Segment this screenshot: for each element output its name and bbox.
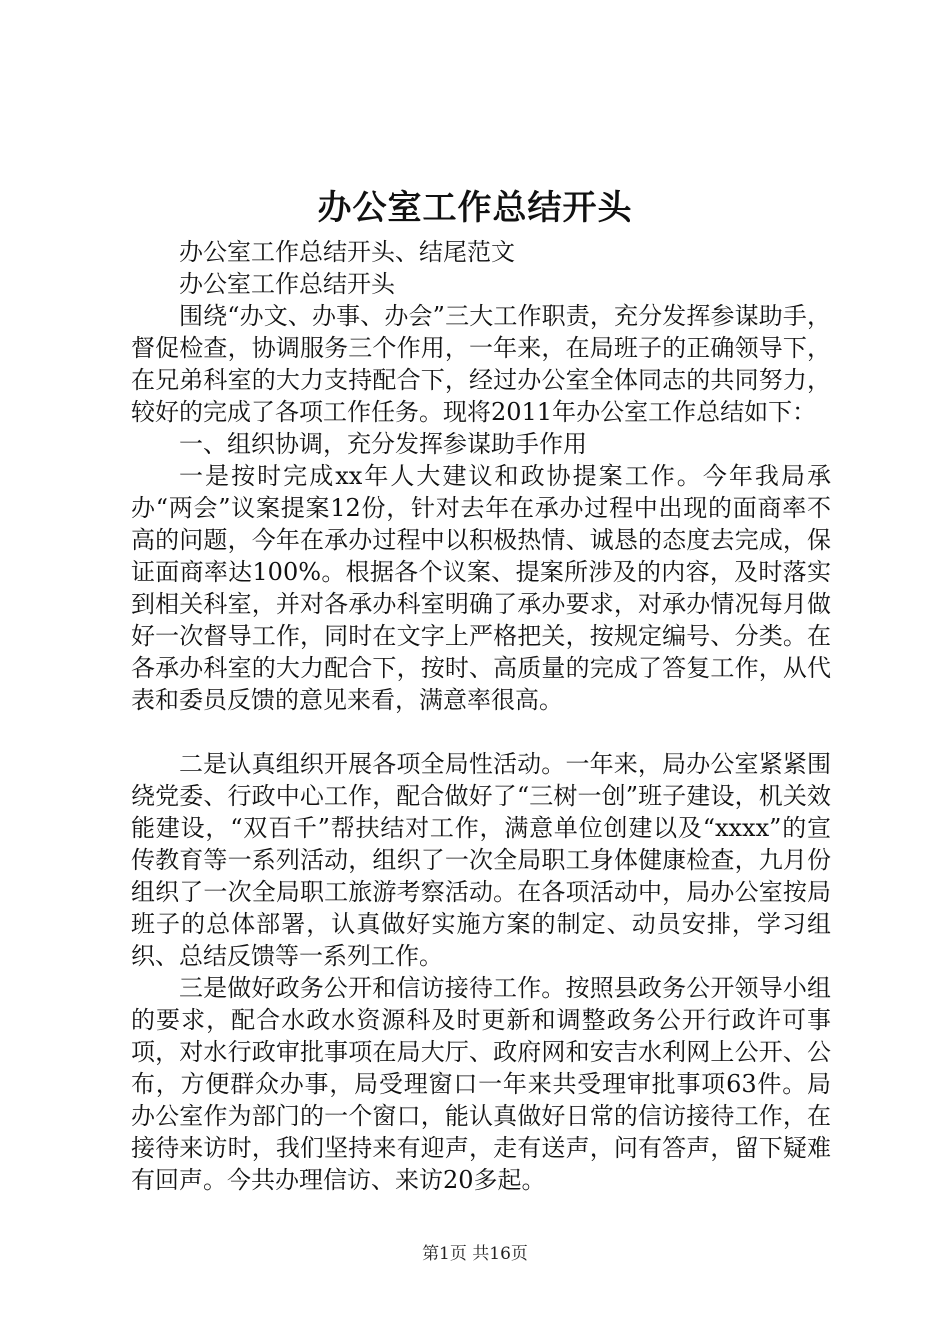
paragraph-item-2: 二是认真组织开展各项全局性活动。一年来，局办公室紧紧围绕党委、行政中心工作，配合做好了“三树一创”班子建设，机关效能建设，“双百千”帮扶结对工作，满意单位创建以及“xxxx”的宣传教育等一系列活动，组织了一次全局职工身体健康检查，九月份组织了一次全局职工旅游考察活动。在各项活动中，局办公室按局班子的总体部署，认真做好实施方案的制定、动员安排，学习组织、总结反馈等一系列工作。 (131, 750, 831, 970)
document-title: 办公室工作总结开头 (317, 188, 633, 228)
document-body (131, 236, 831, 1196)
page-number-footer: 第1页 共16页 (422, 1244, 528, 1264)
section-heading: 一、组织协调，充分发挥参谋助手作用 (179, 430, 587, 458)
paragraph-item-3: 三是做好政务公开和信访接待工作。按照县政务公开领导小组的要求，配合水政水资源科及时更新和调整政务公开行政许可事项，对水行政审批事项在局大厅、政府网和安吉水利网上公开、公布，方便群众办事，局受理窗口一年来共受理审批事项63件。局办公室作为部门的一个窗口，能认真做好日常的信访接待工作，在接待来访时，我们坚持来有迎声，走有送声，问有答声，留下疑难有回声。今共办理信访、来访20多起。 (131, 974, 831, 1194)
paragraph-heading: 办公室工作总结开头 (179, 270, 395, 298)
paragraph-item-1: 一是按时完成xx年人大建议和政协提案工作。今年我局承办“两会”议案提案12份，针对去年在承办过程中出现的面商率不高的问题，今年在承办过程中以积极热情、诚恳的态度去完成，保证面商率达100%。根据各个议案、提案所涉及的内容，及时落实到相关科室，并对各承办科室明确了承办要求，对承办情况每月做好一次督导工作，同时在文字上严格把关，按规定编号、分类。在各承办科室的大力配合下，按时、高质量的完成了答复工作，从代表和委员反馈的意见来看，满意率很高。 (131, 462, 831, 714)
paragraph-spacer (131, 716, 831, 748)
paragraph-intro: 围绕“办文、办事、办会”三大工作职责，充分发挥参谋助手，督促检查，协调服务三个作用，一年来，在局班子的正确领导下，在兄弟科室的大力支持配合下，经过办公室全体同志的共同努力，较好的完成了各项工作任务。现将2011年办公室工作总结如下： (131, 302, 831, 426)
paragraph-subtitle: 办公室工作总结开头、结尾范文 (179, 238, 515, 266)
